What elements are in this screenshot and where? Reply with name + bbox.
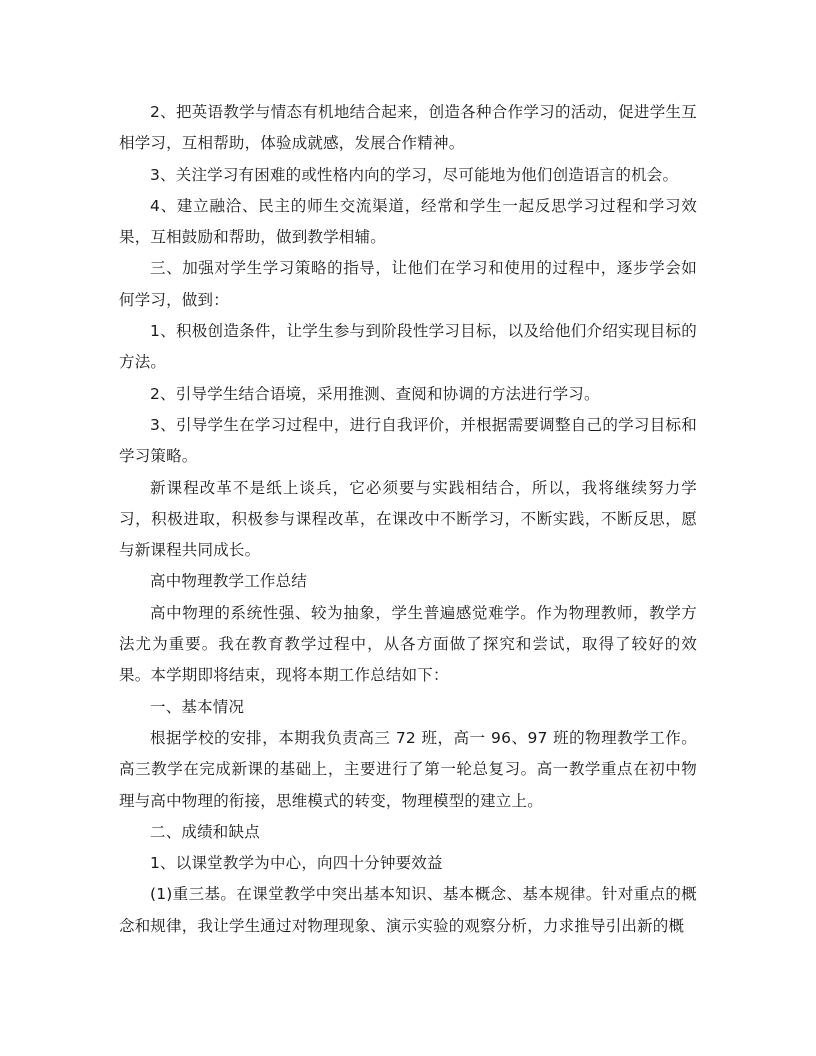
paragraph-item-2: 2、把英语教学与情态有机地结合起来，创造各种合作学习的活动，促进学生互相学习，互相帮助，体验成就感，发展合作精神。 [119, 103, 697, 153]
document-body [119, 97, 697, 942]
point-three-basics: (1)重三基。在课堂教学中突出基本知识、基本概念、基本规律。针对重点的概念和规律，我让学生通过对物理现象、演示实验的观察分析，力求推导引出新的概 [119, 885, 697, 935]
section-heading-results: 二、成绩和缺点 [150, 822, 260, 841]
strategy-item-2: 2、引导学生结合语境，采用推测、查阅和协调的方法进行学习。 [150, 384, 600, 403]
strategy-item-1: 1、积极创造条件，让学生参与到阶段性学习目标，以及给他们介绍实现目标的方法。 [119, 322, 697, 372]
paragraph-item-3: 3、关注学习有困难的或性格内向的学习，尽可能地为他们创造语言的机会。 [150, 165, 679, 184]
basic-info-paragraph: 根据学校的安排，本期我负责高三 72 班，高一 96、97 班的物理教学工作。高三教学在完成新课的基础上，主要进行了第一轮总复习。高一教学重点在初中物理与高中物理的衔接，思维模式的转变，物理模型的建立上。 [119, 728, 697, 810]
section-heading-three: 三、加强对学生学习策略的指导，让他们在学习和使用的过程中，逐步学会如何学习，做到： [119, 259, 697, 309]
article-title: 高中物理教学工作总结 [150, 572, 308, 591]
closing-paragraph: 新课程改革不是纸上谈兵，它必须要与实践相结合，所以，我将继续努力学习，积极进取，积极参与课程改革，在课改中不断学习，不断实践，不断反思，愿与新课程共同成长。 [119, 478, 697, 560]
paragraph-item-4: 4、建立融洽、民主的师生交流渠道，经常和学生一起反思学习过程和学习效果，互相鼓励和帮助，做到教学相辅。 [119, 196, 697, 247]
intro-paragraph: 高中物理的系统性强、较为抽象，学生普遍感觉难学。作为物理教师，教学方法尤为重要。我在教育教学过程中，从各方面做了探究和尝试，取得了较好的效果。本学期即将结束，现将本期工作总结如下： [119, 603, 697, 685]
strategy-item-3: 3、引导学生在学习过程中，进行自我评价，并根据需要调整自己的学习目标和学习策略。 [119, 415, 697, 466]
subheading-classroom: 1、以课堂教学为中心，向四十分钟要效益 [150, 854, 443, 873]
section-heading-basic: 一、基本情况 [150, 697, 245, 716]
